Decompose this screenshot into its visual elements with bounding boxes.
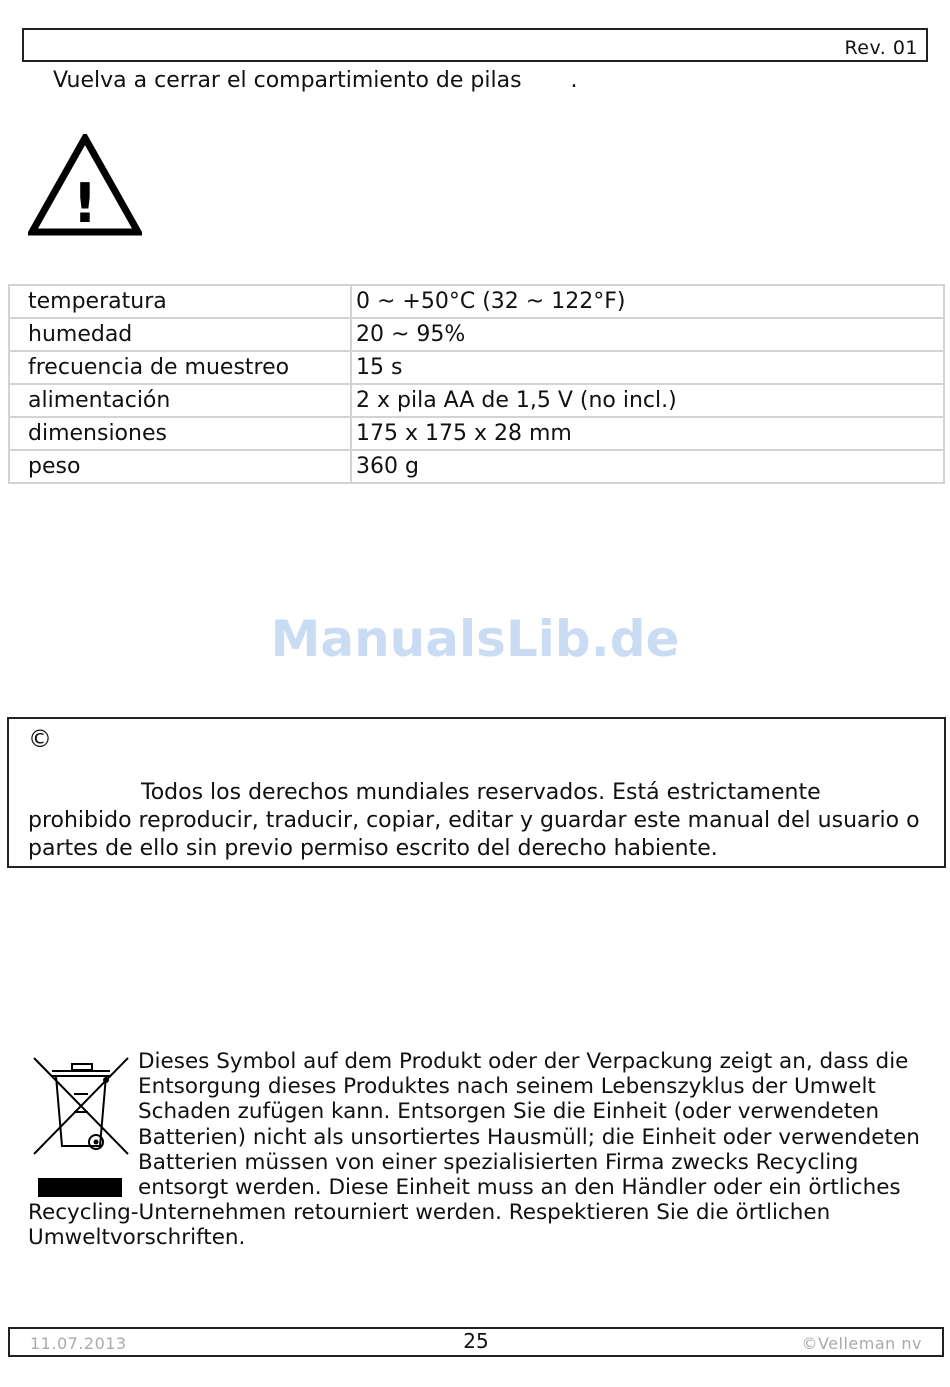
header-box (22, 28, 928, 62)
spec-value: 15 s (351, 351, 944, 384)
footer (8, 1327, 944, 1357)
spec-label: humedad (9, 318, 351, 351)
copyright-symbol: © (28, 725, 52, 753)
table-row (9, 318, 944, 351)
warning-triangle-icon (28, 134, 142, 236)
specifications-table (8, 284, 945, 484)
disposal-paragraph (28, 1049, 928, 1251)
spec-value: 175 x 175 x 28 mm (351, 417, 944, 450)
page-number: 25 (463, 1329, 489, 1353)
spec-label: dimensiones (9, 417, 351, 450)
watermark[interactable]: ManualsLib.de (270, 610, 680, 668)
table-row (9, 450, 944, 483)
table-row (9, 285, 944, 318)
copyright-box (7, 717, 946, 868)
table-row (9, 384, 944, 417)
spec-value: 360 g (351, 450, 944, 483)
footer-date: 11.07.2013 (30, 1334, 127, 1353)
spec-value: 0 ~ +50°C (32 ~ 122°F) (351, 285, 944, 318)
spec-label: temperatura (9, 285, 351, 318)
icon-spacer (28, 1049, 138, 1199)
disposal-text: Dieses Symbol auf dem Produkt oder der Verpackung zeigt an, dass die Entsorgung dieses Produktes nach seinem Lebenszyklus der Umwelt Schaden zufügen kann. Entsorgen Sie die Einheit (oder verwendeten Batterien) nicht als unsortiertes Hausmüll; die Einheit oder verwendeten Batterien müssen von einer spezialisierten Firma zwecks Recycling entsorgt werden. Diese Einheit muss an den Händler oder ein örtliches Recycling-Unternehmen retourniert werden. Respektieren Sie die örtlichen Umweltvorschriften. (28, 1049, 920, 1251)
footer-copyright: ©Velleman nv (801, 1334, 922, 1353)
copyright-text: Todos los derechos mundiales reservados. Está estrictamente prohibido reproducir, traducir, copiar, editar y guardar este manual del usuario o partes de ello sin previo permiso escrito del derecho habiente. (28, 780, 920, 861)
warning-glyph: ! (72, 172, 98, 235)
spec-label: peso (9, 450, 351, 483)
table-row (9, 351, 944, 384)
spec-value: 20 ~ 95% (351, 318, 944, 351)
spec-label: frecuencia de muestreo (9, 351, 351, 384)
revision-label: Rev. 01 (844, 37, 918, 59)
spec-label: alimentación (9, 384, 351, 417)
spec-value: 2 x pila AA de 1,5 V (no incl.) (351, 384, 944, 417)
table-row (9, 417, 944, 450)
intro-text: Vuelva a cerrar el compartimiento de pilas . (53, 68, 578, 93)
